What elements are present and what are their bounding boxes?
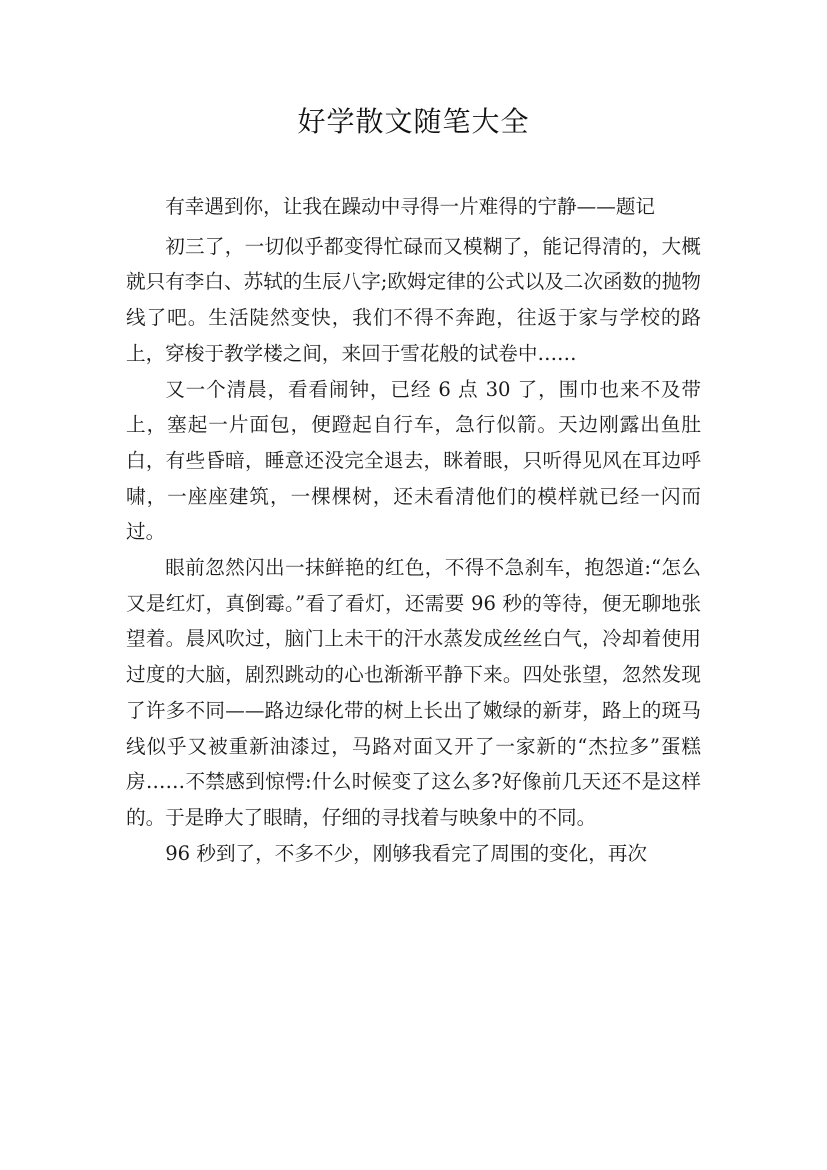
paragraph-epigraph: 有幸遇到你，让我在躁动中寻得一片难得的宁静——题记 [165, 195, 656, 218]
document-title: 好学散文随笔大全 [297, 105, 530, 138]
paragraph: 又一个清晨，看看闹钟，已经 6 点 30 了，围巾也来不及带上，塞起一片面包，便蹬起自行车，急行似箭。天边刚露出鱼肚白，有些昏暗，睡意还没完全退去，眯着眼，只听得见风在耳边呼啸，一座座建筑，一棵棵树，还未看清他们的模样就已经一闪而过。 [126, 377, 701, 544]
document-body [126, 189, 701, 871]
paragraph: 眼前忽然闪出一抹鲜艳的红色，不得不急刹车，抱怨道:“怎么又是红灯，真倒霉。”看了看灯，还需要 96 秒的等待，便无聊地张望着。晨风吹过，脑门上未干的汗水蒸发成丝丝白气，冷却着使用过度的大脑，剧烈跳动的心也渐渐平静下来。四处张望，忽然发现了许多不同——路边绿化带的树上长出了嫩绿的新芽，路上的斑马线似乎又被重新油漆过，马路对面又开了一家新的“杰拉多”蛋糕房……不禁感到惊愕:什么时候变了这么多?好像前几天还不是这样的。于是睁大了眼睛，仔细的寻找着与映象中的不同。 [126, 556, 701, 829]
paragraph: 初三了，一切似乎都变得忙碌而又模糊了，能记得清的，大概就只有李白、苏轼的生辰八字;欧姆定律的公式以及二次函数的抛物线了吧。生活陡然变快，我们不得不奔跑，往返于家与学校的路上，穿梭于教学楼之间，来回于雪花般的试卷中…… [126, 234, 701, 365]
paragraph: 96 秒到了，不多不少，刚够我看完了周围的变化，再次 [165, 841, 648, 865]
